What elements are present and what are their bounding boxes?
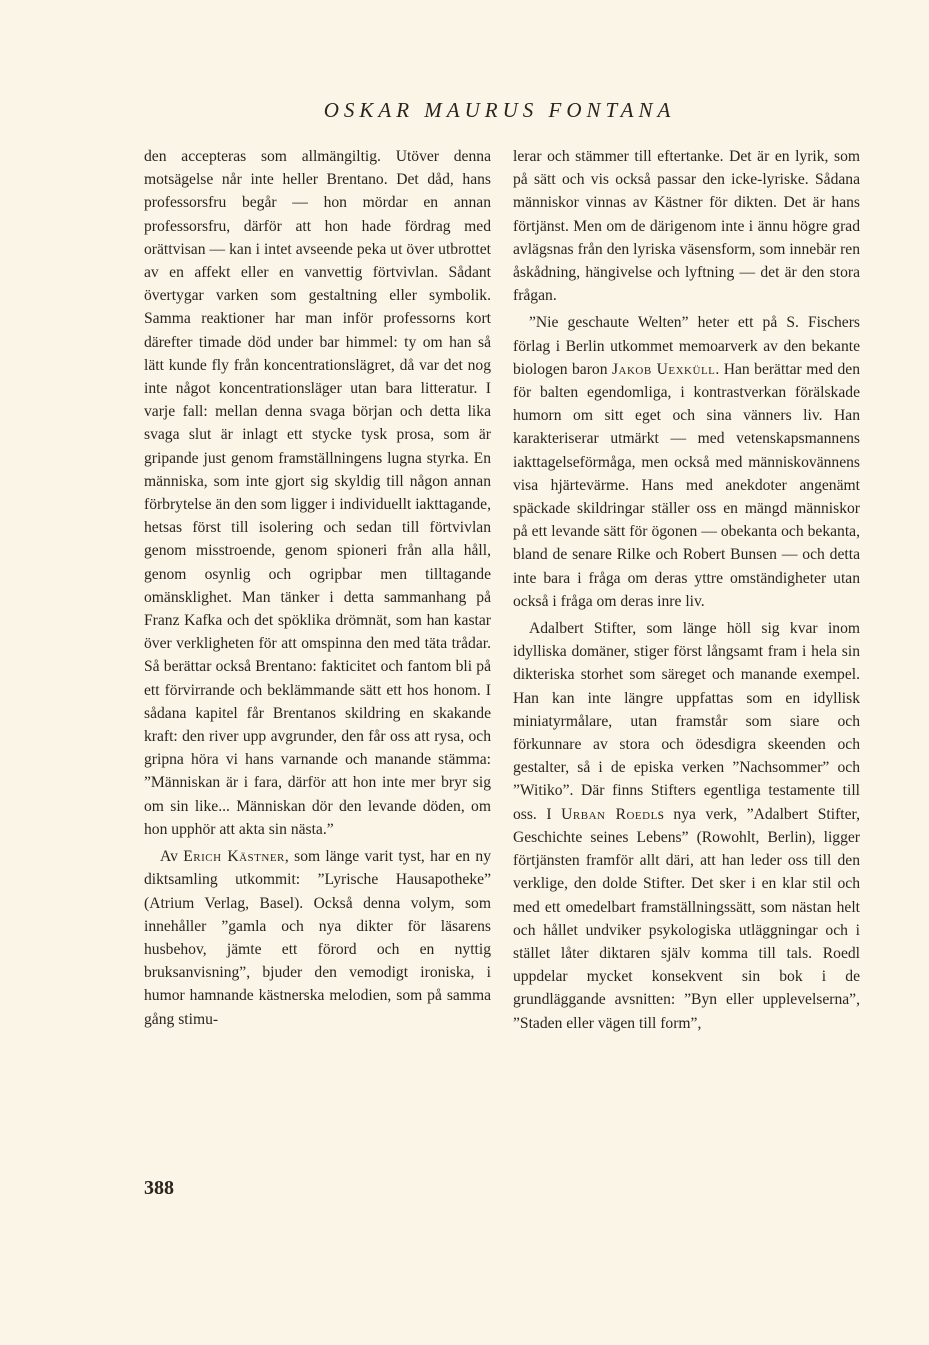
paragraph-lead-text: ”Nie geschaute Welten” heter ett på S. Fischers förlag i Berlin utkommet memoarverk av den bekante biologen baron — [513, 314, 860, 378]
page-number: 388 — [144, 1177, 174, 1199]
right-paragraph-2 — [513, 311, 860, 613]
left-paragraph-1: den accepteras som allmängiltig. Utöver denna motsägelse når inte heller Brentano. Det dåd, hans professorsfru begår — hon mördar en annan professorsfru, därför att hon hade fördrag med orättvisan — kan i intet avseende peka ut över utbrottet av en affekt eller en vanvettig förtvivlan. Sådant övertygar varken som gestaltning eller symbolik. Samma reaktioner har man inför professorns kort därefter timade död under bar himmel: ty om han så lätt kunde fly från koncentrationslägret, då var det nog inte något koncentrationsläger utan bara litteratur. I varje fall: mellan denna svaga början och detta lika svaga slut är inlagt ett stycke tysk prosa, som är gripande just genom framställningens lugna styrka. En människa, som inte gjort sig skyldig till någon annan förbrytelse än den som ligger i individuellt iakttagande, hetsas först till isolering och sedan till förtvivlan genom misstroende, genom spioneri från alla håll, genom osynlig och ogripbar men tilltagande omänsklighet. Man tänker i detta sammanhang på Franz Kafka och det spöklika drömnät, som han kastar över verkligheten för att omspinna den med täta trådar. Så berättar också Brentano: fakticitet och fantom bli på ett förvirrande och beklämmande sätt ett hos honom. I sådana kapitel får Brentanos skildring en skakande kraft: den river upp avgrunder, den får oss att rysa, och gripna höra vi hans varnande och manande stämma: ”Människan är i fara, därför att hon inte mer bryr sig om sin like... Människan dör den levande döden, om hon upphör att akta sin nästa.” — [144, 148, 491, 838]
running-title: OSKAR MAURUS FONTANA — [323, 98, 676, 122]
right-column — [513, 145, 860, 1035]
left-column — [144, 145, 491, 1031]
right-paragraph-1: lerar och stämmer till eftertanke. Det är en lyrik, som på sätt och vis också passar den icke-lyriske. Sådana människor vinnas av Kästner för dikten. Det är hans förtjänst. Men om de därigenom inte i ännu högre grad avlägsnas från den lyriska väsensform, som innebär ren åskådning, hängivelse och lyftning — det är den stora frågan. — [513, 148, 860, 305]
paragraph-lead-text: Av — [160, 848, 178, 866]
paragraph-body-text: . Han berättar med den för balten egendomliga, i kontrastverkan förälskade humorn om sitt eget och sina vänners liv. Han karakteriserar utmärkt — med vetenskapsmannens iakttagelseförmåga, men också med människovännens visa hjärtevärme. Hans med anekdoter angenämt späckade skildringar ställer oss en mängd människor på ett levande sätt för ögonen — obekanta och bekanta, bland de senare Rilke och Robert Bunsen — och detta inte bara i fråga om deras yttre omständigheter utan också i fråga om deras inre liv. — [513, 360, 860, 610]
paragraph-lead-text: Adalbert Stifter, som länge höll sig kvar inom idylliska domäner, stiger först långsamt fram i hela sin dikteriska storhet som säreget och manande exempel. Han kan inte längre uppfattas som en idyllisk miniatyrmålare, utan framstår som siare och förkunnare av stora och ödesdigra skeenden och gestalter, så i de episka verken ”Nachsommer” och ”Witiko”. Där finns Stifters egentliga testamente till oss. I — [513, 620, 860, 823]
author-name-uexkull: Jakob Uexküll — [611, 360, 716, 378]
right-paragraph-3 — [513, 617, 860, 1035]
running-header — [0, 98, 929, 123]
left-paragraph-2 — [144, 845, 491, 1031]
author-name-roedl: Urban Roedl — [561, 805, 658, 823]
paragraph-body-text: s nya verk, ”Adalbert Stifter, Geschichte seines Lebens” (Rowohlt, Berlin), ligger förtjänsten framför allt däri, att han leder oss till den verklige, den dolde Stifter. Det sker i en klar stil och med ett omedelbart framställningssätt, som nästan helt och hållet undviker psykologiska utläggningar och i stället låter diktaren själv komma till tals. Roedl uppdelar mycket konsekvent sin bok i de grundläggande avsnitten: ”Byn eller upplevelserna”, ”Staden eller vägen till form”, — [513, 805, 860, 1032]
paragraph-body-text: , som länge varit tyst, har en ny diktsamling utkommit: ”Lyrische Hausapotheke” (Atrium Verlag, Basel). Också denna volym, som innehåller ”gamla och nya dikter för läsarens husbehov, jämte ett förord och en nyttig bruksanvisning”, bjuder den vemodigt ironiska, i humor hamnande kästnerska melodien, som på samma gång stimu- — [144, 848, 492, 1028]
author-name-kastner: Erich Kästner — [183, 848, 285, 866]
